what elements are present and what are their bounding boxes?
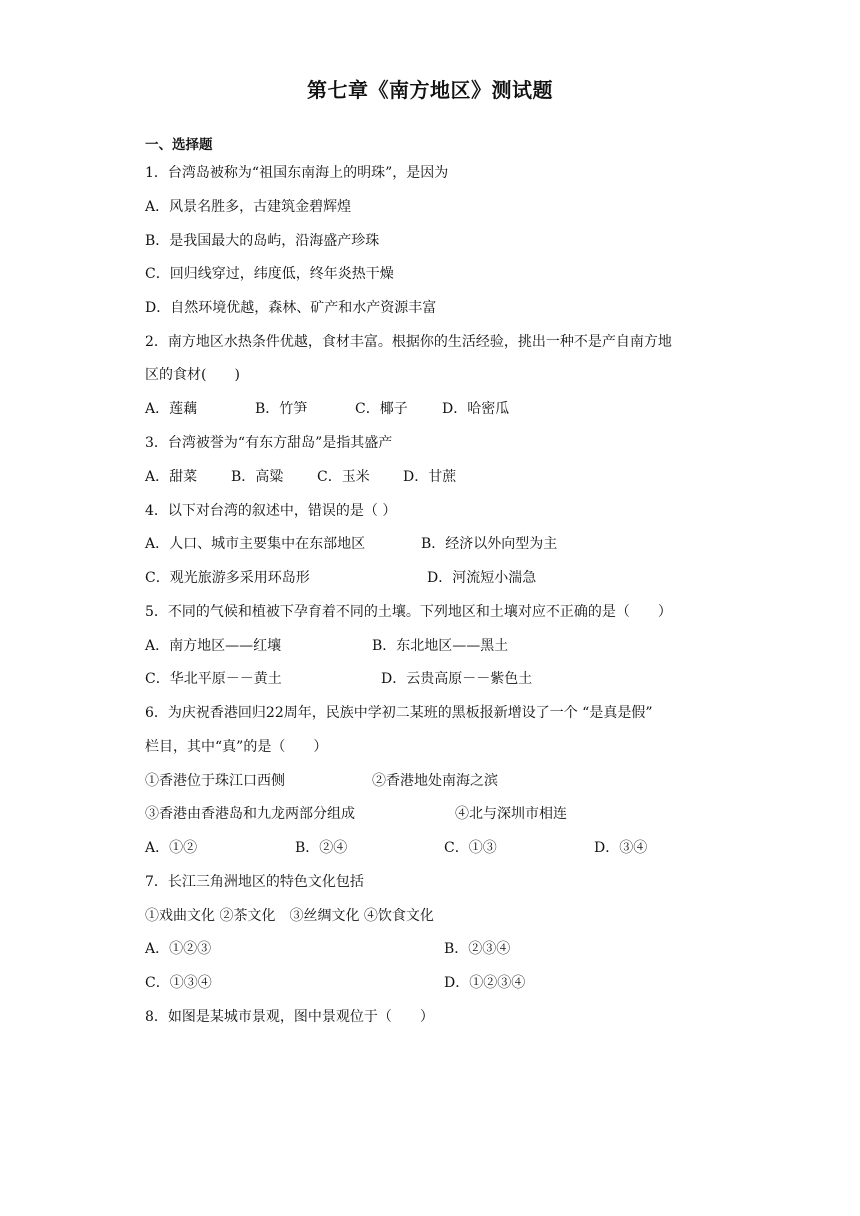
question-7-option-d: D．①②③④ — [444, 975, 526, 991]
question-7-option-b: B．②③④ — [444, 941, 511, 957]
question-5-option-d: D．云贵高原－－紫色土 — [381, 671, 533, 687]
question-7-items: ①戏曲文化 ②茶文化 ③丝绸文化 ④饮食文化 — [145, 908, 434, 924]
question-2-stem: 2．南方地区水热条件优越，食材丰富。根据你的生活经验，挑出一种不是产自南方地 — [145, 334, 672, 350]
question-5-stem: 5．不同的气候和植被下孕育着不同的土壤。下列地区和土壤对应不正确的是（ ） — [145, 604, 672, 620]
question-6-option-b: B．②④ — [295, 840, 348, 856]
question-6-statement-2: ②香港地处南海之滨 — [372, 773, 498, 789]
question-4-stem: 4．以下对台湾的叙述中，错误的是（ ） — [145, 503, 397, 519]
question-6-option-d: D．③④ — [594, 840, 648, 856]
question-8-stem: 8．如图是某城市景观，图中景观位于（ ） — [145, 1009, 434, 1025]
question-7-option-a: A．①②③ — [145, 941, 212, 957]
question-4-option-d: D．河流短小湍急 — [427, 570, 537, 586]
question-2-option-a: A．莲藕 — [145, 401, 198, 417]
question-6-option-c: C．①③ — [444, 840, 497, 856]
section-heading: 一、选择题 — [145, 137, 213, 153]
question-3-stem: 3．台湾被誉为“有东方甜岛”是指其盛产 — [145, 435, 393, 451]
question-3-option-d: D．甘蔗 — [403, 469, 457, 485]
question-3-option-b: B．高粱 — [231, 469, 284, 485]
question-6-stem: 6．为庆祝香港回归22周年，民族中学初二某班的黑板报新增设了一个 “是真是假” — [145, 705, 653, 721]
question-1-option-a: A．风景名胜多，古建筑金碧辉煌 — [145, 199, 352, 215]
question-3-option-c: C．玉米 — [317, 469, 370, 485]
question-6-option-a: A．①② — [145, 840, 198, 856]
question-5-option-a: A．南方地区——红壤 — [145, 638, 282, 654]
question-1-option-d: D．自然环境优越，森林、矿产和水产资源丰富 — [145, 300, 437, 316]
question-2-option-d: D．哈密瓜 — [442, 401, 510, 417]
question-6-statement-1: ①香港位于珠江口西侧 — [145, 773, 285, 789]
question-6-stem-cont: 栏目，其中“真”的是（ ） — [145, 739, 328, 755]
question-5-option-c: C．华北平原－－黄土 — [145, 671, 282, 687]
question-4-option-b: B．经济以外向型为主 — [421, 536, 558, 552]
question-6-statement-4: ④北与深圳市相连 — [455, 806, 567, 822]
question-4-option-a: A．人口、城市主要集中在东部地区 — [145, 536, 366, 552]
question-1-stem: 1．台湾岛被称为“祖国东南海上的明珠”，是因为 — [145, 165, 449, 181]
question-2-option-b: B．竹笋 — [255, 401, 308, 417]
question-1-option-c: C．回归线穿过，纬度低，终年炎热干燥 — [145, 266, 394, 282]
question-7-option-c: C．①③④ — [145, 975, 212, 991]
question-4-option-c: C．观光旅游多采用环岛形 — [145, 570, 310, 586]
question-3-option-a: A．甜菜 — [145, 469, 198, 485]
question-1-option-b: B．是我国最大的岛屿，沿海盛产珍珠 — [145, 233, 380, 249]
question-2-stem-cont: 区的食材( ) — [145, 367, 240, 383]
question-7-stem: 7．长江三角洲地区的特色文化包括 — [145, 874, 364, 890]
question-6-statement-3: ③香港由香港岛和九龙两部分组成 — [145, 806, 355, 822]
question-5-option-b: B．东北地区——黑土 — [372, 638, 509, 654]
question-2-option-c: C．椰子 — [355, 401, 408, 417]
page-title: 第七章《南方地区》测试题 — [307, 78, 553, 102]
